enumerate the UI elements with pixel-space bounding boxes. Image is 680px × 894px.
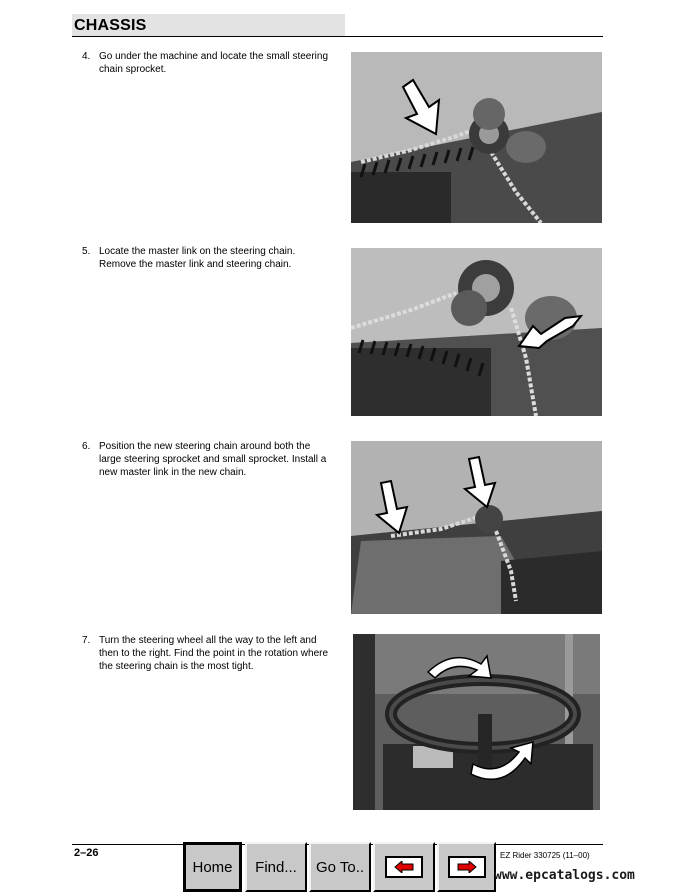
find-button[interactable]: Find... (245, 842, 307, 892)
step-text: Locate the master link on the steering chain. Remove the master link and steering chain. (99, 246, 296, 270)
right-arrow-icon (448, 856, 486, 878)
goto-button[interactable]: Go To.. (309, 842, 371, 892)
previous-page-button[interactable] (373, 842, 435, 892)
step-6 (82, 440, 332, 479)
step-text: Turn the steering wheel all the way to the left and then to the right. Find the point in the rotation where the steering chain is the most tight. (99, 635, 329, 672)
home-button[interactable]: Home (183, 842, 242, 892)
header-divider (72, 36, 603, 37)
page-number: 2–26 (74, 847, 99, 859)
step-number: 4. (82, 51, 91, 62)
step-number: 6. (82, 441, 91, 452)
step-7 (82, 634, 332, 673)
step-number: 5. (82, 246, 91, 257)
step-text: Position the new steering chain around both the large steering sprocket and small sprocket. Install a new master link in the new chain. (99, 441, 327, 478)
photo-steering-sprocket (351, 52, 602, 223)
photo-master-link (351, 248, 602, 416)
step-5 (82, 245, 332, 271)
watermark: www.epcatalogs.com (494, 868, 635, 883)
photo-steering-wheel (353, 634, 600, 810)
left-arrow-icon (385, 856, 423, 878)
step-text: Go under the machine and locate the small steering chain sprocket. (99, 51, 329, 75)
page-title: CHASSIS (74, 17, 147, 34)
photo-new-chain (351, 441, 602, 614)
step-4 (82, 50, 332, 76)
document-id: EZ Rider 330725 (11–00) (500, 851, 590, 860)
next-page-button[interactable] (437, 842, 496, 892)
step-number: 7. (82, 635, 91, 646)
